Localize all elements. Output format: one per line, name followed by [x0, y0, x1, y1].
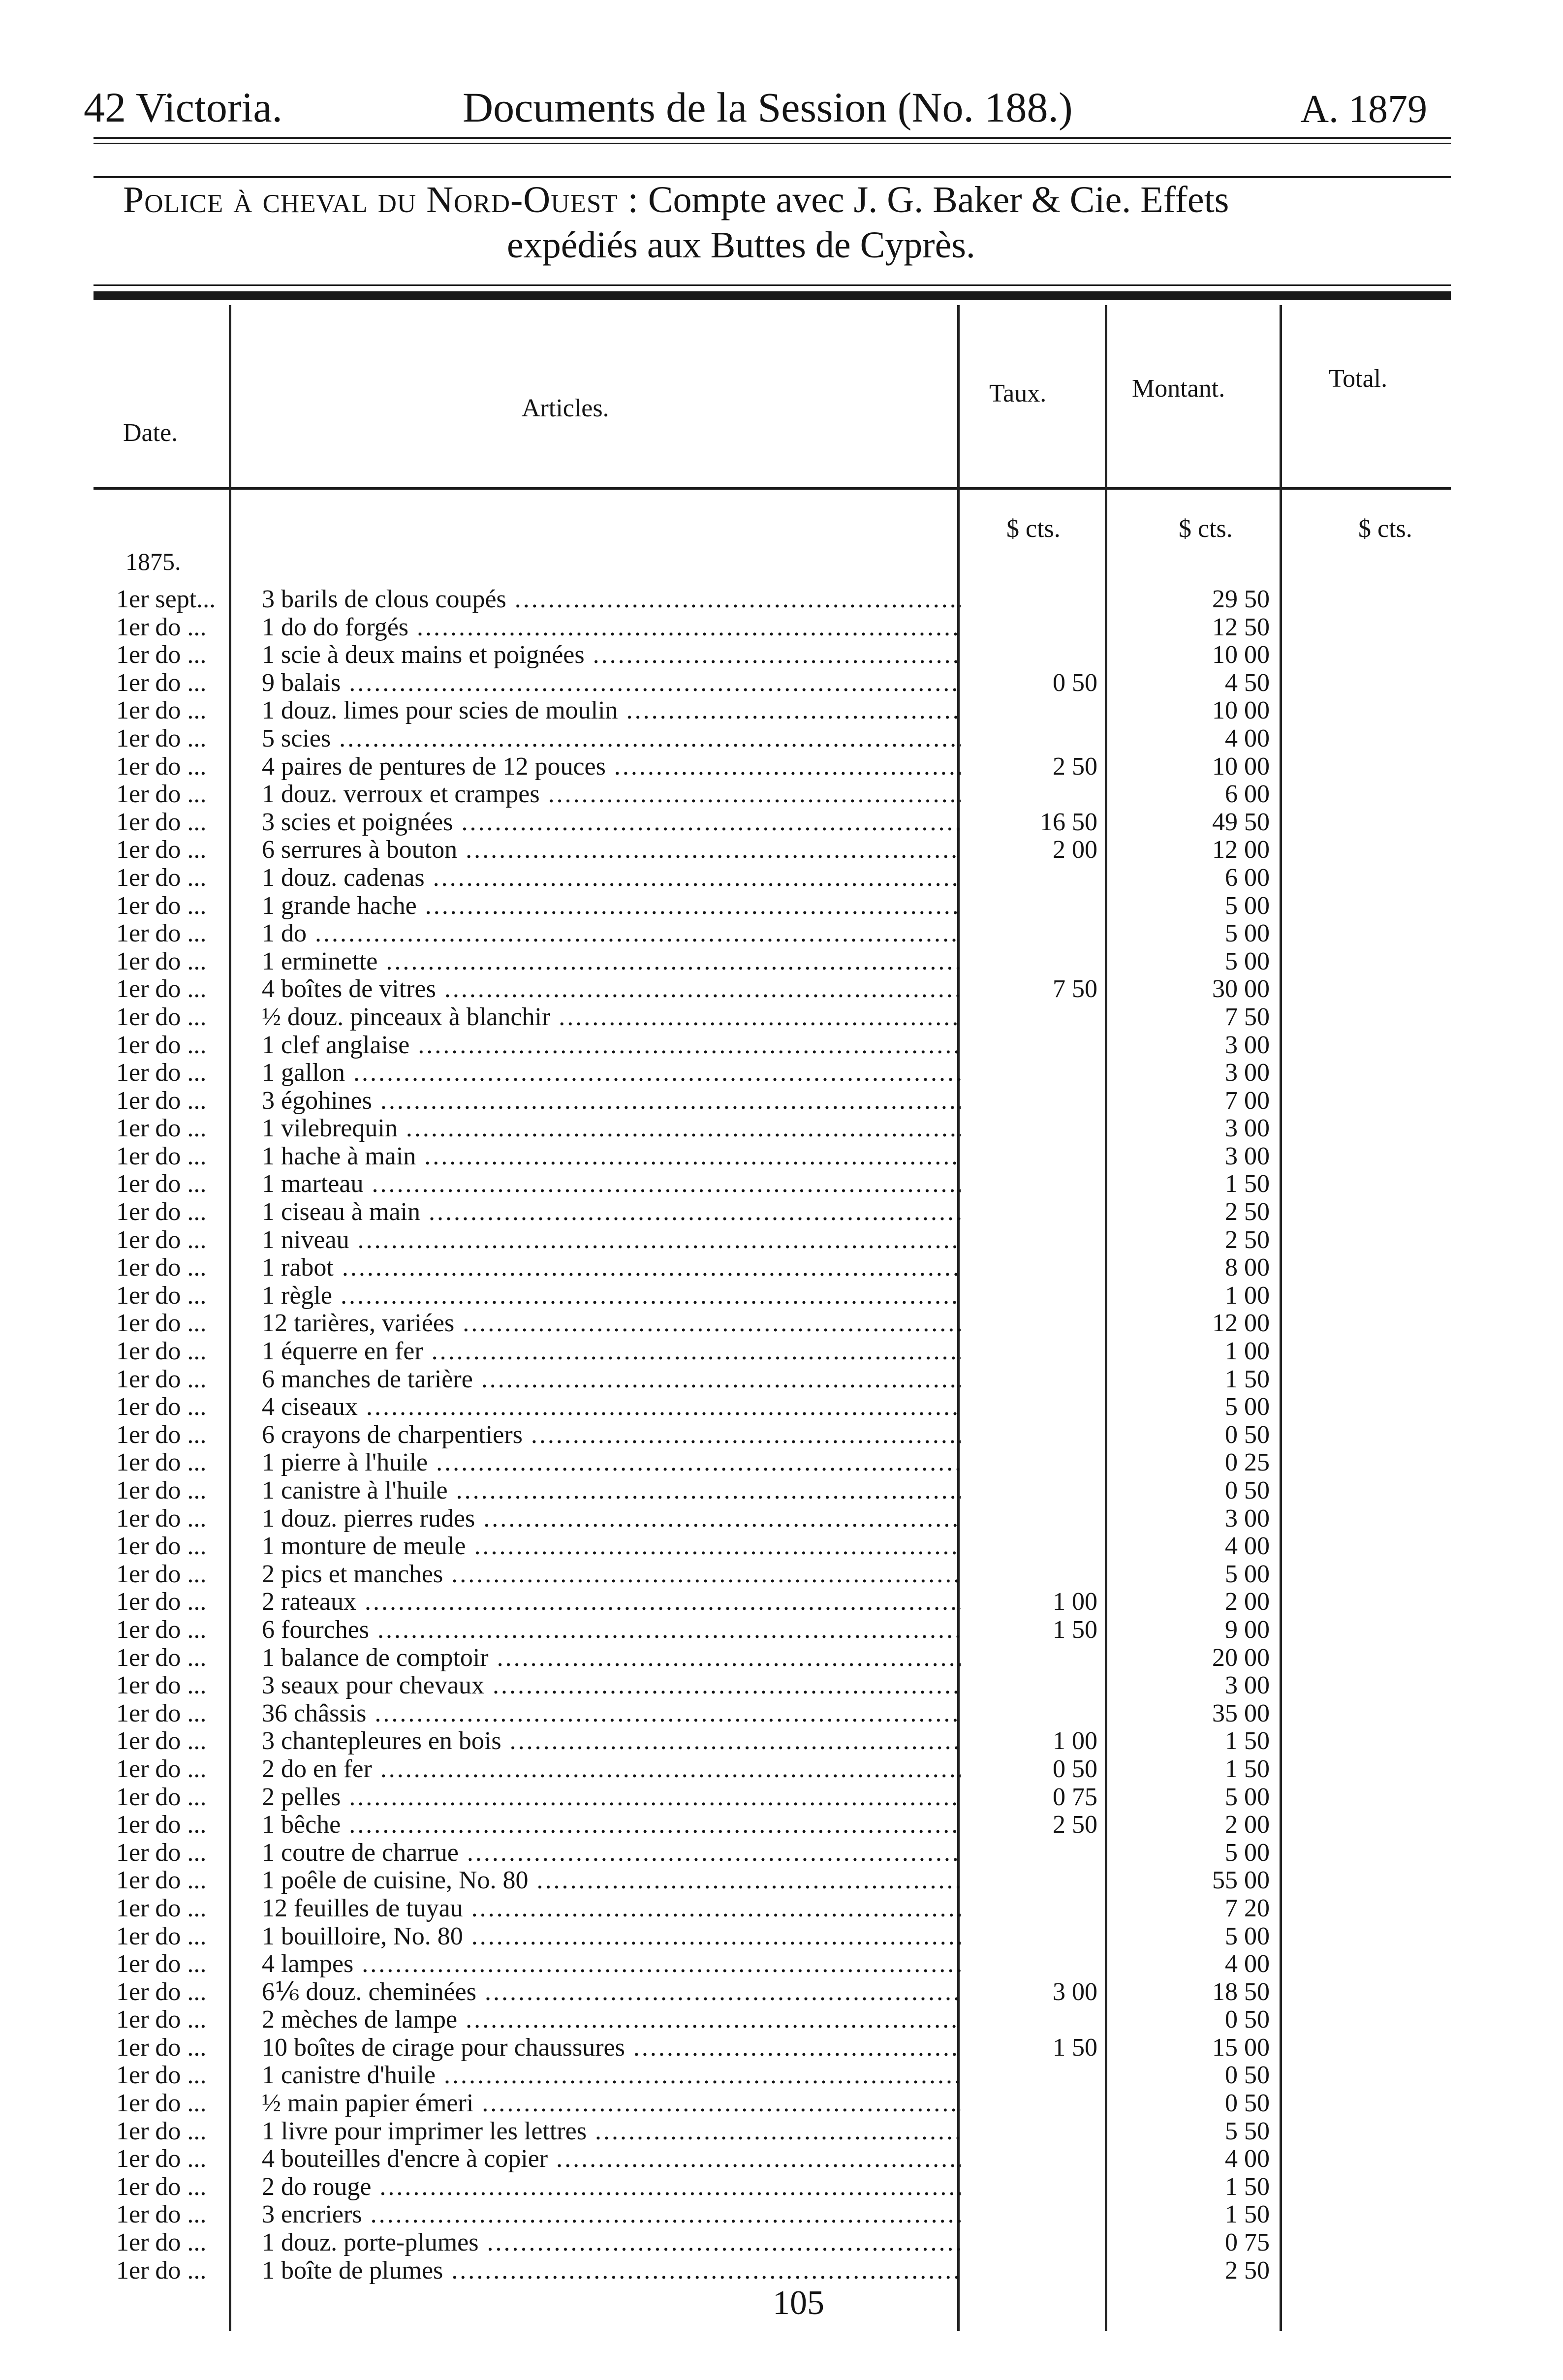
- table-row: [0, 1505, 1563, 1533]
- row-montant: 4 00: [1225, 1950, 1270, 1978]
- row-date: 1er do ...: [116, 947, 207, 975]
- row-date: 1er do ...: [116, 1309, 207, 1338]
- table-row: [0, 1755, 1563, 1784]
- table-row: [0, 1059, 1563, 1087]
- row-montant: 6 00: [1225, 863, 1270, 892]
- row-montant: 1 50: [1225, 1170, 1270, 1198]
- row-montant: 12 00: [1212, 1309, 1270, 1338]
- running-head-right: A. 1879: [1300, 88, 1427, 131]
- row-article: 3 scies et poignées .....: [262, 809, 961, 836]
- table-row: [0, 725, 1563, 753]
- row-article: 1 canistre à l'huile .....: [262, 1477, 961, 1504]
- row-montant: 5 00: [1225, 1393, 1270, 1421]
- title-line-1: Compte avec J. G. Baker & Cie. Effets: [648, 179, 1229, 220]
- row-taux: 7 50: [1053, 975, 1097, 1003]
- row-article: 1 vilebrequin .....: [262, 1115, 961, 1142]
- table-row: [0, 948, 1563, 976]
- row-article: 2 rateaux .....: [262, 1588, 961, 1616]
- row-montant: 29 50: [1212, 585, 1270, 613]
- row-montant: 3 00: [1225, 1059, 1270, 1087]
- row-article: 1 douz. cadenas .....: [262, 864, 961, 892]
- row-montant: 3 00: [1225, 1671, 1270, 1700]
- row-article: 1 marteau .....: [262, 1170, 961, 1198]
- row-date: 1er do ...: [116, 863, 207, 892]
- row-montant: 0 50: [1225, 1476, 1270, 1504]
- row-article: 1 grande hache .....: [262, 892, 961, 920]
- table-row: [0, 1421, 1563, 1449]
- row-date: 1er do ...: [116, 668, 207, 697]
- row-article: 1 gallon .....: [262, 1059, 961, 1087]
- col-header-montant: Montant.: [1132, 375, 1225, 403]
- table-row: [0, 975, 1563, 1003]
- row-date: 1er do ...: [116, 1476, 207, 1504]
- row-taux: 2 00: [1053, 836, 1097, 864]
- row-montant: 10 00: [1212, 641, 1270, 669]
- row-article: 1 do do forgés .....: [262, 614, 961, 641]
- row-article: 1 bouilloire, No. 80 .....: [262, 1923, 961, 1950]
- row-article: 1 ciseau à main .....: [262, 1198, 961, 1226]
- table-row: [0, 1923, 1563, 1951]
- row-montant: 2 50: [1225, 1198, 1270, 1226]
- row-montant: 0 25: [1225, 1448, 1270, 1477]
- row-date: 1er do ...: [116, 1754, 207, 1783]
- row-montant: 2 50: [1225, 2256, 1270, 2285]
- row-montant: 10 00: [1212, 752, 1270, 781]
- row-montant: 0 75: [1225, 2228, 1270, 2257]
- table-row: [0, 2257, 1563, 2285]
- table-row: [0, 1198, 1563, 1226]
- row-date: 1er do ...: [116, 1170, 207, 1198]
- row-article: 2 do en fer .....: [262, 1755, 961, 1783]
- row-montant: 5 00: [1225, 1783, 1270, 1811]
- table-row: [0, 641, 1563, 669]
- table-row: [0, 1672, 1563, 1700]
- unit-taux: $ cts.: [1006, 515, 1061, 543]
- running-head-left: 42 Victoria.: [84, 84, 283, 131]
- row-taux: 1 50: [1053, 1615, 1097, 1644]
- row-date: 1er do ...: [116, 2061, 207, 2090]
- row-date: 1er do ...: [116, 2228, 207, 2257]
- row-article: 9 balais .....: [262, 669, 961, 697]
- row-article: 1 scie à deux mains et poignées .....: [262, 641, 961, 669]
- row-taux: 1 00: [1053, 1727, 1097, 1755]
- row-date: 1er do ...: [116, 1866, 207, 1895]
- table-row: [0, 1811, 1563, 1839]
- row-date: 1er do ...: [116, 1727, 207, 1755]
- row-article: 1 pierre à l'huile .....: [262, 1449, 961, 1476]
- head-rule-second: [94, 143, 1451, 144]
- table-row: [0, 1254, 1563, 1282]
- row-montant: 1 00: [1225, 1337, 1270, 1366]
- row-montant: 4 00: [1225, 1532, 1270, 1561]
- row-montant: 4 00: [1225, 724, 1270, 752]
- row-date: 1er do ...: [116, 1002, 207, 1031]
- row-date: 1er do ...: [116, 1783, 207, 1811]
- row-montant: 2 00: [1225, 1811, 1270, 1839]
- table-row: [0, 1867, 1563, 1895]
- row-article: 1 balance de comptoir .....: [262, 1644, 961, 1672]
- row-date: 1er do ...: [116, 1588, 207, 1616]
- row-date: 1er do ...: [116, 696, 207, 725]
- row-date: 1er do ...: [116, 1811, 207, 1839]
- row-date: 1er do ...: [116, 975, 207, 1003]
- row-date: 1er do ...: [116, 2256, 207, 2285]
- row-date: 1er do ...: [116, 2005, 207, 2034]
- row-article: 1 douz. limes pour scies de moulin .....: [262, 697, 961, 724]
- row-article: 1 douz. porte-plumes .....: [262, 2229, 961, 2256]
- title-line-2: expédiés aux Buttes de Cyprès.: [507, 224, 975, 266]
- table-row: [0, 1003, 1563, 1032]
- table-row: [0, 1032, 1563, 1060]
- row-montant: 0 50: [1225, 1420, 1270, 1449]
- row-montant: 2 00: [1225, 1588, 1270, 1616]
- row-montant: 7 50: [1225, 1002, 1270, 1031]
- row-date: 1er do ...: [116, 2033, 207, 2062]
- row-article: 1 livre pour imprimer les lettres .....: [262, 2118, 961, 2145]
- row-montant: 4 50: [1225, 668, 1270, 697]
- row-montant: 3 00: [1225, 1504, 1270, 1533]
- table-row: [0, 1115, 1563, 1143]
- row-date: 1er do ...: [116, 752, 207, 781]
- row-montant: 5 00: [1225, 891, 1270, 920]
- row-date: 1er do ...: [116, 641, 207, 669]
- table-row: [0, 2201, 1563, 2229]
- table-row: [0, 1784, 1563, 1812]
- row-article: 6 manches de tarière .....: [262, 1366, 961, 1393]
- row-article: 1 équerre en fer .....: [262, 1338, 961, 1365]
- row-montant: 3 00: [1225, 1114, 1270, 1143]
- row-date: 1er do ...: [116, 780, 207, 809]
- col-header-articles: Articles.: [522, 394, 609, 422]
- row-montant: 35 00: [1212, 1699, 1270, 1727]
- row-date: 1er do ...: [116, 2117, 207, 2145]
- row-article: 4 boîtes de vitres .....: [262, 975, 961, 1003]
- row-date: 1er do ...: [116, 1838, 207, 1867]
- table-row: [0, 892, 1563, 920]
- row-montant: 7 00: [1225, 1086, 1270, 1115]
- col-header-total: Total.: [1329, 365, 1388, 393]
- row-article: 1 canistre d'huile .....: [262, 2062, 961, 2089]
- row-montant: 0 50: [1225, 2089, 1270, 2118]
- row-article: 6 crayons de charpentiers .....: [262, 1421, 961, 1449]
- row-montant: 5 00: [1225, 1560, 1270, 1588]
- table-row: [0, 1978, 1563, 2006]
- table-row: [0, 1310, 1563, 1338]
- row-montant: 5 00: [1225, 919, 1270, 948]
- row-montant: 4 00: [1225, 2145, 1270, 2173]
- row-montant: 15 00: [1212, 2033, 1270, 2062]
- row-montant: 5 00: [1225, 1838, 1270, 1867]
- col-header-taux: Taux.: [989, 379, 1047, 407]
- running-head-center: Documents de la Session (No. 188.): [463, 84, 1073, 131]
- header-rule: [94, 487, 1451, 490]
- row-montant: 1 50: [1225, 2172, 1270, 2201]
- row-date: 1er do ...: [116, 1699, 207, 1727]
- row-montant: 1 50: [1225, 1727, 1270, 1755]
- row-montant: 5 50: [1225, 2117, 1270, 2145]
- row-article: 3 barils de clous coupés .....: [262, 586, 961, 613]
- row-article: 1 do .....: [262, 920, 961, 947]
- row-montant: 30 00: [1212, 975, 1270, 1003]
- row-montant: 55 00: [1212, 1866, 1270, 1895]
- row-montant: 2 50: [1225, 1225, 1270, 1254]
- row-article: 1 poêle de cuisine, No. 80 .....: [262, 1867, 961, 1894]
- row-article: 4 paires de pentures de 12 pouces .....: [262, 753, 961, 781]
- row-date: 1er do ...: [116, 1977, 207, 2006]
- row-date: 1er do ...: [116, 1393, 207, 1421]
- row-date: 1er sept...: [116, 585, 216, 613]
- row-article: 6 fourches .....: [262, 1616, 961, 1644]
- table-row: [0, 1087, 1563, 1115]
- row-article: 1 niveau .....: [262, 1226, 961, 1254]
- table-row: [0, 614, 1563, 642]
- row-article: 1 coutre de charrue .....: [262, 1839, 961, 1867]
- table-row: [0, 1533, 1563, 1561]
- table-row: [0, 1950, 1563, 1978]
- row-date: 1er do ...: [116, 1337, 207, 1366]
- table-row: [0, 753, 1563, 781]
- row-montant: 49 50: [1212, 808, 1270, 836]
- table-row: [0, 1700, 1563, 1728]
- table-row: [0, 1338, 1563, 1366]
- row-date: 1er do ...: [116, 1365, 207, 1393]
- row-taux: 2 50: [1053, 1811, 1097, 1839]
- table-row: [0, 1143, 1563, 1171]
- row-montant: 1 50: [1225, 1754, 1270, 1783]
- table-row: [0, 2090, 1563, 2118]
- row-date: 1er do ...: [116, 808, 207, 836]
- row-date: 1er do ...: [116, 1894, 207, 1922]
- table-row: [0, 1616, 1563, 1644]
- row-article: 3 chantepleures en bois .....: [262, 1727, 961, 1755]
- table-row: [0, 2006, 1563, 2034]
- row-date: 1er do ...: [116, 891, 207, 920]
- row-date: 1er do ...: [116, 2172, 207, 2201]
- row-date: 1er do ...: [116, 1504, 207, 1533]
- row-article: 2 do rouge .....: [262, 2173, 961, 2201]
- row-montant: 20 00: [1212, 1643, 1270, 1672]
- table-row: [0, 1449, 1563, 1477]
- row-article: ½ main papier émeri .....: [262, 2090, 961, 2117]
- row-montant: 9 00: [1225, 1615, 1270, 1644]
- table-row: [0, 809, 1563, 837]
- row-montant: 12 50: [1212, 613, 1270, 641]
- row-article: 12 feuilles de tuyau .....: [262, 1895, 961, 1922]
- table-row: [0, 2145, 1563, 2173]
- title-rule-bottom-thick: [94, 291, 1451, 300]
- table-row: [0, 2118, 1563, 2146]
- row-date: 1er do ...: [116, 2145, 207, 2173]
- row-montant: 1 50: [1225, 1365, 1270, 1393]
- row-date: 1er do ...: [116, 1950, 207, 1978]
- row-date: 1er do ...: [116, 1142, 207, 1170]
- title-prefix: Police à cheval du Nord-Ouest :: [123, 179, 639, 220]
- table-row: [0, 781, 1563, 809]
- row-taux: 0 50: [1053, 1754, 1097, 1783]
- title-rule-bottom-thin: [94, 284, 1451, 286]
- row-article: 1 règle .....: [262, 1282, 961, 1310]
- row-article: 6 serrures à bouton .....: [262, 836, 961, 864]
- table-row: [0, 1170, 1563, 1198]
- table-row: [0, 1477, 1563, 1505]
- row-date: 1er do ...: [116, 1031, 207, 1059]
- table-title: [123, 177, 1462, 268]
- table-row: [0, 1226, 1563, 1254]
- row-montant: 8 00: [1225, 1253, 1270, 1282]
- page-number: 105: [773, 2284, 824, 2322]
- row-montant: 18 50: [1212, 1977, 1270, 2006]
- unit-total: $ cts.: [1358, 515, 1412, 543]
- table-row: [0, 920, 1563, 948]
- row-montant: 1 50: [1225, 2200, 1270, 2229]
- row-taux: 2 50: [1053, 752, 1097, 781]
- table-row: [0, 836, 1563, 864]
- row-article: 1 douz. pierres rudes .....: [262, 1505, 961, 1533]
- row-article: 1 boîte de plumes .....: [262, 2257, 961, 2285]
- table-row: [0, 2034, 1563, 2062]
- row-date: 1er do ...: [116, 1086, 207, 1115]
- row-article: 2 pelles .....: [262, 1784, 961, 1811]
- row-article: 12 tarières, variées .....: [262, 1310, 961, 1337]
- table-row: [0, 697, 1563, 725]
- row-montant: 0 50: [1225, 2061, 1270, 2090]
- table-row: [0, 669, 1563, 697]
- row-taux: 1 00: [1053, 1588, 1097, 1616]
- row-taux: 1 50: [1053, 2033, 1097, 2062]
- row-article: 2 mèches de lampe .....: [262, 2006, 961, 2034]
- table-row: [0, 1644, 1563, 1672]
- unit-montant: $ cts.: [1179, 515, 1233, 543]
- row-date: 1er do ...: [116, 1281, 207, 1310]
- row-date: 1er do ...: [116, 1114, 207, 1143]
- row-date: 1er do ...: [116, 1671, 207, 1700]
- row-article: 3 seaux pour chevaux .....: [262, 1672, 961, 1699]
- table-row: [0, 2229, 1563, 2257]
- row-date: 1er do ...: [116, 919, 207, 948]
- table-row: [0, 864, 1563, 892]
- year-label: 1875.: [125, 548, 181, 575]
- row-montant: 7 20: [1225, 1894, 1270, 1922]
- row-taux: 3 00: [1053, 1977, 1097, 2006]
- row-article: 1 clef anglaise .....: [262, 1032, 961, 1059]
- row-article: 1 hache à main .....: [262, 1143, 961, 1170]
- table-row: [0, 1727, 1563, 1755]
- row-date: 1er do ...: [116, 1922, 207, 1950]
- table-row: [0, 1366, 1563, 1394]
- row-date: 1er do ...: [116, 724, 207, 752]
- row-montant: 5 00: [1225, 947, 1270, 975]
- row-article: 1 douz. verroux et crampes .....: [262, 781, 961, 808]
- row-article: 4 lampes .....: [262, 1950, 961, 1978]
- row-montant: 10 00: [1212, 696, 1270, 725]
- row-date: 1er do ...: [116, 613, 207, 641]
- table-row: [0, 1895, 1563, 1923]
- row-article: 1 monture de meule .....: [262, 1533, 961, 1560]
- row-date: 1er do ...: [116, 1253, 207, 1282]
- row-montant: 0 50: [1225, 2005, 1270, 2034]
- row-taux: 0 75: [1053, 1783, 1097, 1811]
- row-montant: 3 00: [1225, 1031, 1270, 1059]
- row-date: 1er do ...: [116, 2200, 207, 2229]
- table-row: [0, 2173, 1563, 2201]
- row-article: 4 ciseaux .....: [262, 1393, 961, 1421]
- row-article: 36 châssis .....: [262, 1700, 961, 1727]
- row-montant: 1 00: [1225, 1281, 1270, 1310]
- row-montant: 6 00: [1225, 780, 1270, 809]
- row-date: 1er do ...: [116, 1198, 207, 1226]
- running-head: [84, 68, 1427, 132]
- table-row: [0, 1282, 1563, 1310]
- row-date: 1er do ...: [116, 1420, 207, 1449]
- table-row: [0, 1588, 1563, 1616]
- row-article: 1 erminette .....: [262, 948, 961, 975]
- row-article: ½ douz. pinceaux à blanchir .....: [262, 1003, 961, 1031]
- row-date: 1er do ...: [116, 1059, 207, 1087]
- row-article: 6⅙ douz. cheminées .....: [262, 1978, 961, 2006]
- row-article: 10 boîtes de cirage pour chaussures .....: [262, 2034, 961, 2062]
- row-date: 1er do ...: [116, 1225, 207, 1254]
- head-rule-top: [94, 137, 1451, 139]
- table-row: [0, 1839, 1563, 1867]
- row-montant: 12 00: [1212, 836, 1270, 864]
- row-date: 1er do ...: [116, 2089, 207, 2118]
- row-article: 3 égohines .....: [262, 1087, 961, 1115]
- row-article: 1 bêche .....: [262, 1811, 961, 1839]
- col-header-date: Date.: [123, 419, 178, 447]
- table-row: [0, 586, 1563, 614]
- row-taux: 0 50: [1053, 668, 1097, 697]
- row-date: 1er do ...: [116, 1560, 207, 1588]
- row-montant: 5 00: [1225, 1922, 1270, 1950]
- row-date: 1er do ...: [116, 1643, 207, 1672]
- row-date: 1er do ...: [116, 1532, 207, 1561]
- row-article: 1 rabot .....: [262, 1254, 961, 1282]
- row-date: 1er do ...: [116, 1448, 207, 1477]
- row-article: 5 scies .....: [262, 725, 961, 752]
- table-row: [0, 1561, 1563, 1589]
- row-article: 2 pics et manches .....: [262, 1561, 961, 1588]
- table-row: [0, 1393, 1563, 1421]
- row-date: 1er do ...: [116, 836, 207, 864]
- row-article: 3 encriers .....: [262, 2201, 961, 2228]
- row-date: 1er do ...: [116, 1615, 207, 1644]
- table-row: [0, 2062, 1563, 2090]
- account-rows: [0, 586, 1563, 2285]
- row-montant: 3 00: [1225, 1142, 1270, 1170]
- row-article: 4 bouteilles d'encre à copier .....: [262, 2145, 961, 2173]
- row-taux: 16 50: [1040, 808, 1097, 836]
